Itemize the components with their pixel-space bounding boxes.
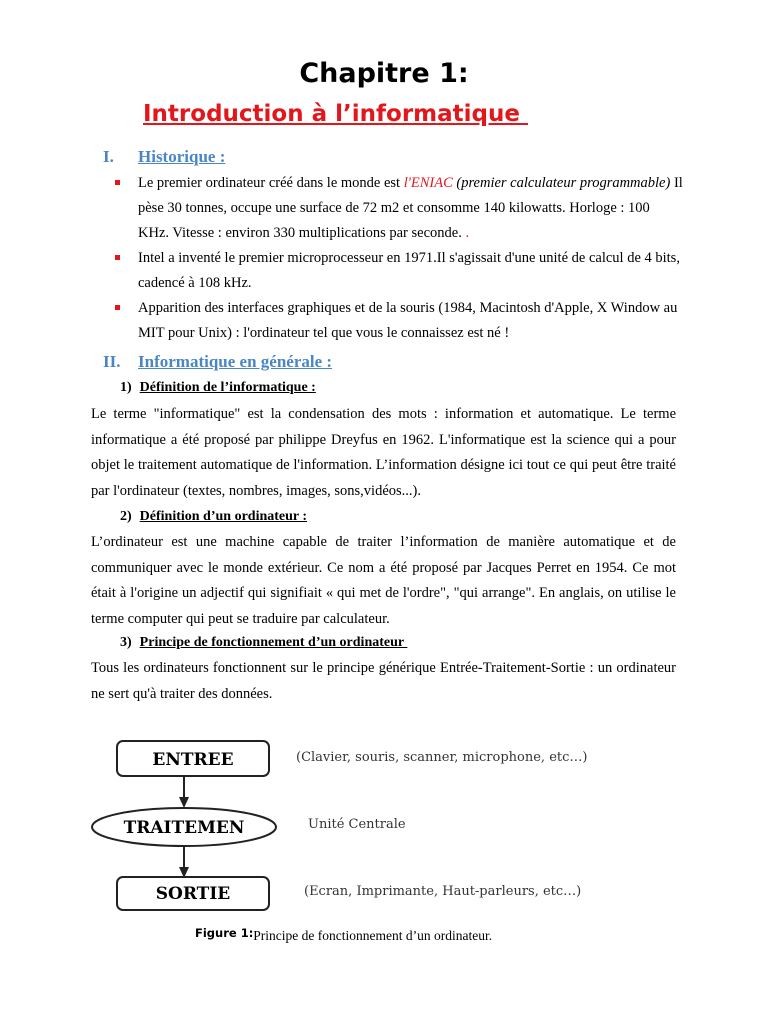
arrow-down-icon (179, 797, 189, 808)
output-box-label: SORTIE (155, 884, 231, 904)
process-label: TRAITEMEN (123, 818, 245, 838)
bullet-square-icon (115, 255, 120, 260)
list-item: Intel a inventé le premier microprocesseur en 1971.Il s'agissait d'une unité de calcul de 4 bits, cadencé à 108 kHz. (114, 246, 684, 296)
subheading-definition-ordinateur: 2) Définition d’un ordinateur : (120, 509, 308, 524)
list-item: Le premier ordinateur créé dans le monde est l'ENIAC (premier calculateur programmable) Il pèse 30 tonnes, occupe une surface de 72 m2 et consomme 140 kilowatts. Horloge : 100 KHz. Vitesse : environ 330 multiplications par seconde. . (114, 171, 684, 246)
input-description: (Clavier, souris, scanner, microphone, etc…) (296, 750, 588, 765)
paragraph-principe: Tous les ordinateurs fonctionnent sur le principe générique Entrée-Traitement-Sortie : un ordinateur ne sert qu'à traiter des données. (91, 660, 676, 702)
section-title: Historique : (138, 147, 226, 166)
subheading-definition-informatique: 1) Définition de l’informatique : (120, 380, 316, 395)
chapter-title: Chapitre 1: (299, 58, 469, 89)
bullet-square-icon (115, 180, 120, 185)
subheading-principe: 3) Principe de fonctionnement d’un ordinateur (120, 635, 408, 650)
section-number: II. (103, 352, 121, 371)
section-heading-historique (103, 147, 225, 167)
eniac-highlight: l'ENIAC (403, 175, 453, 191)
figure-label: Figure 1: (195, 926, 254, 940)
section-title: Informatique en générale : (138, 352, 333, 371)
ets-diagram (90, 735, 590, 915)
paragraph-definition-informatique: Le terme "informatique" est la condensation des mots : information et automatique. Le terme informatique a été proposé par philippe Dreyfus en 1962. L'informatique est la science qui a pour objet le traitement automatique de l'information. L’information désigne ici tout ce qui peut être traité par l'ordinateur (textes, nombres, images, sons,vidéos...). (91, 406, 676, 499)
figure-caption (195, 926, 492, 944)
output-description: (Ecran, Imprimante, Haut-parleurs, etc…) (304, 884, 582, 899)
bullet-square-icon (115, 305, 120, 310)
history-bullet-list (114, 171, 684, 346)
section-heading-informatique (103, 352, 332, 372)
figure-text: Principe de fonctionnement d’un ordinateur. (253, 928, 493, 943)
paragraph-definition-ordinateur: L’ordinateur est une machine capable de traiter l’information de manière automatique et de communiquer avec le monde extérieur. Ce nom a été proposé par Jacques Perret en 1954. Ce mot était à l'origine un adjectif qui signifiait « qui met de l'ordre", "qui arrange". En anglais, on utilise le terme computer qui peut se traduire par calculateur. (91, 534, 676, 627)
list-item: Apparition des interfaces graphiques et de la souris (1984, Macintosh d'Apple, X Window au MIT pour Unix) : l'ordinateur tel que vous le connaissez est né ! (114, 296, 684, 346)
process-description: Unité Centrale (308, 817, 406, 832)
chapter-subtitle: Introduction à l’informatique (143, 101, 528, 127)
input-box-label: ENTREE (152, 750, 234, 770)
section-number: I. (103, 147, 114, 166)
